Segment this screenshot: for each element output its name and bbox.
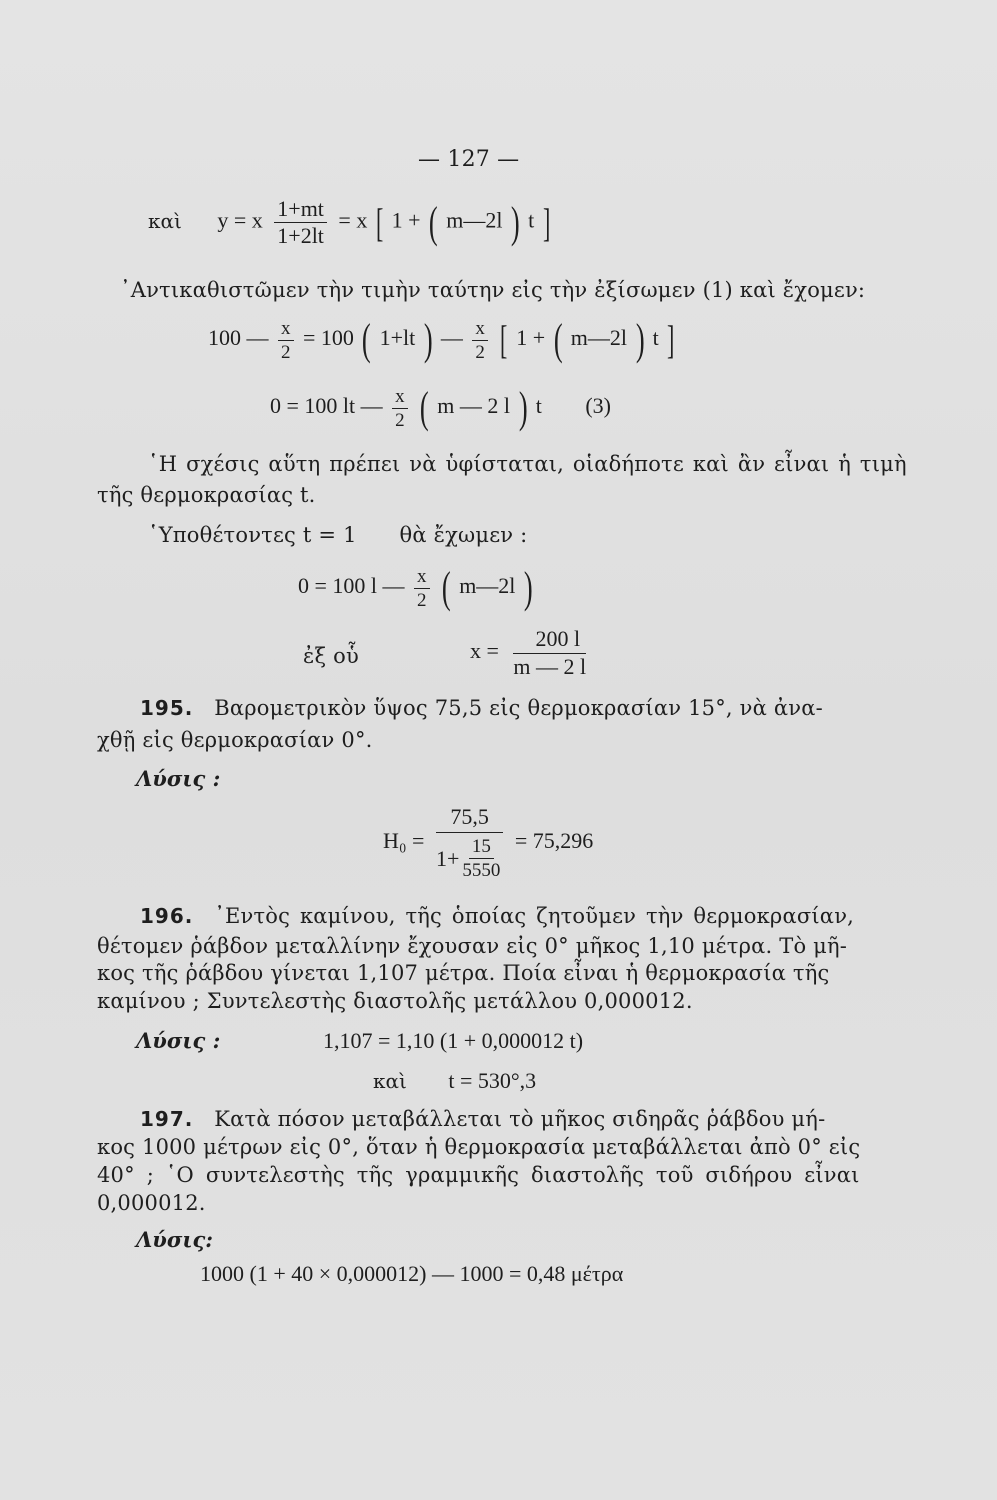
eq2-frac2-den: 2: [475, 341, 485, 363]
eq2-b: = 100: [303, 325, 354, 351]
ypoth-b: θὰ ἔχωμεν :: [399, 523, 528, 547]
eq3-paren: m — 2 l: [437, 393, 511, 419]
problem-196-line4: καμίνου ; Συντελεστὴς διαστολῆς μετάλλου 0,000012.: [97, 989, 693, 1013]
eq3-b: t: [535, 393, 542, 419]
eq2-paren: 1+lt: [379, 325, 416, 351]
equation-197: 1000 (1 + 40 × 0,000012) — 1000 = 0,48 μέτρα: [200, 1261, 624, 1286]
eq2-paren2: m—2l: [570, 325, 628, 351]
eq196-t: t = 530°,3: [448, 1068, 537, 1093]
equation-5: [470, 628, 589, 678]
eq195-den-frac-num: 15: [469, 837, 494, 859]
paren-close: ): [423, 315, 433, 364]
eq1-fraction: [274, 198, 327, 247]
eq4-frac-num: x: [414, 567, 430, 589]
paren-close: ): [635, 315, 645, 364]
eq195-lhs: H₀ =: [383, 828, 425, 854]
eq4-frac-den: 2: [417, 589, 427, 611]
bracket-open: [: [500, 317, 508, 362]
equation-195: [383, 806, 593, 880]
eq1-eq: = x: [338, 207, 368, 233]
problem-195-lysis: Λύσις :: [136, 766, 221, 791]
text-ypothetontes: [148, 523, 527, 547]
eq2-fraction-2: [472, 319, 488, 362]
eq196-kai: καὶ: [373, 1069, 407, 1093]
problem-195-text1: Βαρομετρικὸν ὕψος 75,5 εἰς θερμοκρασίαν 15°, νὰ ἀνα-: [214, 696, 823, 720]
problem-196-line2: θέτομεν ῥάβδον μεταλλίνην ἔχουσαν εἰς 0° μῆκος 1,10 μέτρα. Τὸ μῆ-: [97, 934, 848, 958]
bracket-close: ]: [667, 317, 675, 362]
eq195-den-frac-den: 5550: [462, 860, 501, 881]
problem-196-line3: κος τῆς ῥάβδου γίνεται 1,107 μέτρα. Ποία εἶναι ἡ θερμοκρασία τῆς: [97, 961, 830, 985]
problem-195-line1: [140, 696, 823, 720]
eq195-den-fraction: [459, 837, 503, 880]
eq2-fraction: [278, 319, 294, 362]
equation-y: [148, 198, 553, 247]
eq3-fraction: [392, 387, 408, 430]
eq2-frac-den: 2: [281, 341, 291, 363]
paren-open: (: [362, 315, 372, 364]
paren-open: (: [441, 563, 451, 612]
eq4-paren: m—2l: [459, 573, 516, 599]
eq2-bracket-b: t: [652, 325, 659, 351]
problem-196-text1: ᾿Εντὸς καμίνου, τῆς ὁποίας ζητοῦμεν τὴν θερμοκρασίαν,: [214, 904, 855, 928]
eq5-frac-den: m — 2 l: [513, 654, 587, 679]
eq195-den: [436, 833, 503, 880]
eq1-frac-den: 1+2lt: [277, 223, 324, 248]
ypoth-a: ῾Υποθέτοντες t = 1: [148, 523, 357, 547]
equation-3: [270, 383, 611, 432]
eq5-fraction: [510, 628, 589, 678]
paren-open: (: [553, 315, 563, 364]
paren-close: ): [523, 563, 533, 612]
equation-2: [208, 315, 678, 364]
eq1-bracket-a: 1 +: [391, 207, 421, 233]
eq3-label: (3): [585, 393, 611, 419]
bracket-close: ]: [542, 199, 551, 245]
equation-4: [298, 563, 536, 612]
eq2-frac2-num: x: [472, 319, 488, 341]
eq3-frac-num: x: [392, 387, 408, 409]
eq5-frac-num: 200 l: [513, 628, 586, 654]
eq2-bracket-a: 1 +: [516, 325, 546, 351]
text-sxesis-line1: ῾Η σχέσις αὕτη πρέπει νὰ ὑφίσταται, οἱαδήποτε καὶ ἂν εἶναι ἡ τιμὴ: [148, 452, 907, 476]
bracket-open: [: [375, 199, 384, 245]
equation-196-2: [373, 1068, 536, 1094]
paren-close: ): [518, 383, 528, 432]
eq195-fraction: [436, 806, 503, 880]
eq195-rhs: = 75,296: [514, 828, 594, 854]
problem-195-number: 195.: [140, 696, 194, 720]
page-number: — 127 —: [418, 147, 520, 172]
problem-197-line1: [140, 1107, 825, 1131]
eq1-frac-num: 1+mt: [274, 198, 327, 223]
problem-197-lysis: Λύσις:: [136, 1227, 214, 1252]
eq3-frac-den: 2: [395, 409, 405, 431]
eq4-a: 0 = 100 l —: [298, 573, 405, 599]
eq1-bracket-b: t: [528, 207, 535, 233]
text-ex-ou: ἐξ οὗ: [303, 644, 359, 668]
problem-197-number: 197.: [140, 1107, 194, 1131]
problem-197-line2: κος 1000 μέτρων εἰς 0°, ὅταν ἡ θερμοκρασία μεταβάλλεται ἀπὸ 0° εἰς: [97, 1135, 861, 1159]
eq2-frac-num: x: [278, 319, 294, 341]
problem-197-line3: 40° ; ῾Ο συντελεστὴς τῆς γραμμικῆς διαστολῆς τοῦ σιδήρου εἶναι: [97, 1163, 860, 1187]
text-sxesis-line2: τῆς θερμοκρασίας t.: [97, 483, 316, 507]
problem-196-lysis: Λύσις :: [136, 1028, 221, 1053]
paren-open: (: [429, 197, 438, 247]
eq4-fraction: [414, 567, 430, 610]
eq195-num: 75,5: [436, 806, 503, 833]
eq1-lhs: y = x: [217, 207, 263, 233]
problem-195-line2: χθῇ εἰς θερμοκρασίαν 0°.: [97, 728, 373, 752]
text-antikathistomen: ᾿Αντικαθιστῶμεν τὴν τιμὴν ταύτην εἰς τὴν ἐξίσωμεν (1) καὶ ἔχομεν:: [120, 278, 866, 302]
paren-close: ): [510, 197, 520, 247]
problem-197-text1: Κατὰ πόσον μεταβάλλεται τὸ μῆκος σιδηρᾶς ῥάβδου μή-: [214, 1107, 826, 1131]
eq1-kai: καὶ: [148, 208, 182, 233]
eq2-a: 100 —: [208, 325, 269, 351]
eq3-a: 0 = 100 lt —: [270, 393, 383, 419]
equation-196-1: 1,107 = 1,10 (1 + 0,000012 t): [323, 1028, 584, 1053]
eq195-den-a: 1+: [435, 845, 460, 871]
problem-197-line4: 0,000012.: [97, 1191, 206, 1215]
problem-196-number: 196.: [140, 904, 194, 928]
paren-open: (: [420, 383, 429, 432]
eq1-paren: m—2l: [446, 207, 503, 233]
eq5-lhs: x =: [470, 638, 499, 664]
eq2-c: —: [440, 325, 463, 351]
problem-196-line1: [140, 904, 854, 928]
